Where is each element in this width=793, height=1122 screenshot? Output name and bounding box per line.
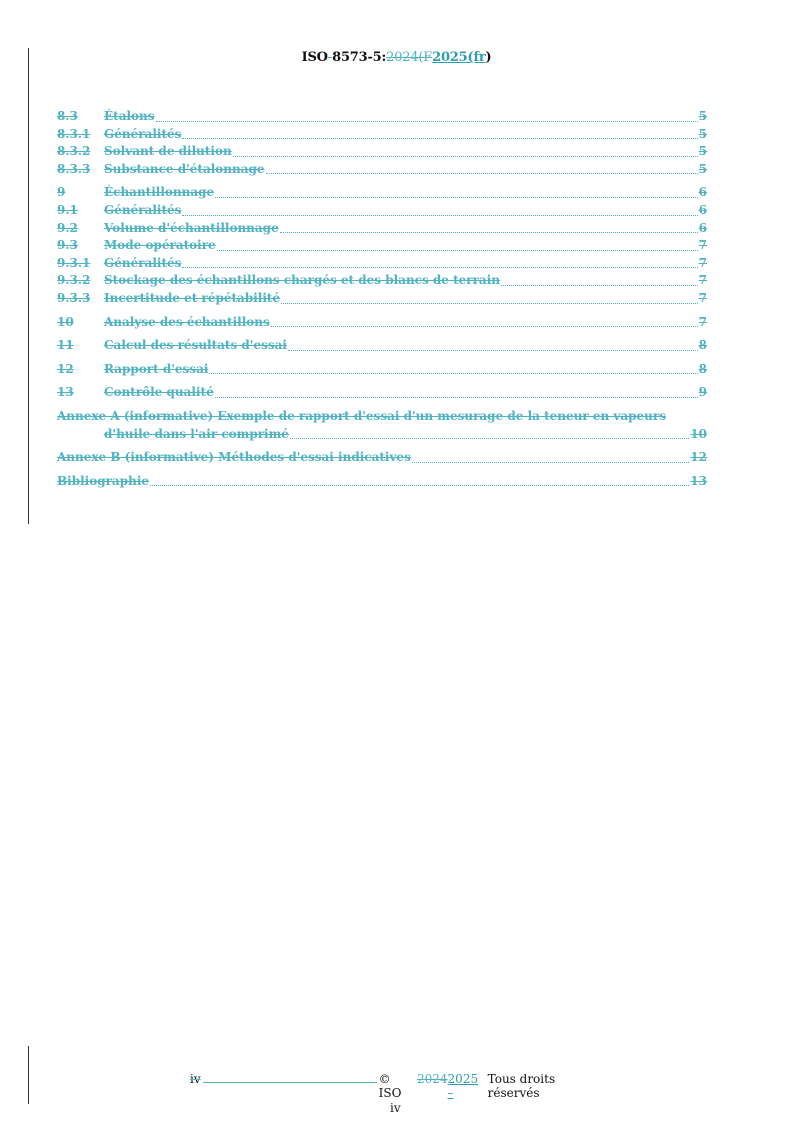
toc-page: 5	[698, 144, 707, 159]
toc-number: 9.3.3	[57, 290, 91, 305]
toc-page: 6	[698, 220, 707, 235]
header-standard-number: 8573-5:	[332, 50, 387, 65]
toc-entry[interactable]	[57, 272, 707, 290]
toc-number: 8.3.2	[57, 144, 91, 159]
toc-title: Volume d'échantillonnage	[104, 220, 279, 235]
toc-leader	[266, 170, 698, 174]
toc-entry[interactable]	[57, 237, 707, 255]
toc-leader	[281, 300, 698, 304]
toc-title: Stockage des échantillons chargés et des blancs de terrain	[104, 273, 500, 288]
toc-leader	[233, 153, 698, 157]
change-bar-bottom	[28, 1046, 29, 1104]
footer-copyright-prefix: © ISO	[378, 1072, 402, 1100]
toc-leader	[290, 435, 689, 439]
toc-number: 12	[57, 361, 74, 376]
toc-page: 10	[690, 426, 707, 441]
toc-number: 8.3.3	[57, 161, 91, 176]
footer-deleted-year: 2024	[417, 1072, 448, 1086]
toc-page: 8	[698, 361, 707, 376]
toc-page: 5	[698, 161, 707, 176]
toc-entry[interactable]	[57, 384, 707, 402]
toc-page: 7	[698, 255, 707, 270]
toc-leader	[215, 194, 697, 198]
toc-entry-annex-a[interactable]	[57, 408, 707, 443]
toc-entry[interactable]	[57, 143, 707, 161]
toc-page: 6	[698, 185, 707, 200]
toc-entry[interactable]	[57, 255, 707, 273]
toc-entry[interactable]	[57, 184, 707, 202]
toc-leader	[150, 482, 689, 486]
toc-number: 8.3	[57, 109, 78, 123]
toc-entry[interactable]	[57, 290, 707, 308]
toc-title: Généralités	[104, 202, 182, 217]
toc-entry-bibliography[interactable]	[57, 473, 707, 491]
annex-a-title-line2-row	[57, 426, 707, 444]
annex-a-title-line2: d'huile dans l'air comprimé	[104, 426, 289, 441]
toc-number: 9.3	[57, 238, 78, 253]
toc-number: 9.2	[57, 220, 78, 235]
bibliography-title: Bibliographie	[57, 473, 150, 488]
toc-leader	[412, 459, 689, 463]
toc-title: Substance d'étalonnage	[104, 161, 265, 176]
toc-number: 8.3.1	[57, 126, 91, 141]
toc-entry[interactable]	[57, 126, 707, 144]
toc-title: Analyse des échantillons	[104, 314, 270, 329]
toc-page: 7	[698, 273, 707, 288]
header-close-paren: )	[485, 50, 492, 65]
toc-title: Généralités	[104, 255, 182, 270]
page-header	[0, 50, 793, 65]
toc-leader	[501, 282, 698, 286]
toc-title: Étalons	[104, 109, 155, 123]
toc-page: 7	[698, 290, 707, 305]
toc-page: 8	[698, 338, 707, 353]
toc-entry-annex-b[interactable]	[57, 449, 707, 467]
footer-inserted-year: 2025 –	[447, 1072, 479, 1100]
toc-leader	[215, 394, 698, 398]
toc-title: Mode opératoire	[104, 238, 216, 253]
toc-number: 13	[57, 385, 74, 400]
toc-leader	[182, 264, 697, 268]
toc-entry[interactable]	[57, 337, 707, 355]
toc-title: Rapport d'essai	[104, 361, 209, 376]
footer-copyright-line	[190, 1072, 610, 1100]
toc-leader	[271, 323, 698, 327]
header-iso: ISO	[301, 50, 328, 65]
toc-number: 10	[57, 314, 74, 329]
toc-leader	[280, 229, 698, 233]
toc-leader	[156, 118, 698, 122]
toc-leader	[288, 347, 698, 351]
header-deleted-year: 2024(F	[386, 50, 433, 65]
toc-entry[interactable]	[57, 108, 707, 126]
toc-title: Contrôle qualité	[104, 385, 214, 400]
toc-entry[interactable]	[57, 314, 707, 332]
toc-page: 5	[698, 126, 707, 141]
toc-number: 9.1	[57, 202, 78, 217]
header-inserted-year: 2025(fr	[432, 50, 486, 65]
toc-title: Échantillonnage	[104, 185, 215, 200]
toc-title: Calcul des résultats d'essai	[104, 338, 287, 353]
toc-page: 7	[698, 314, 707, 329]
annex-b-title: Annexe B (informative) Méthodes d'essai indicatives	[57, 450, 411, 465]
toc-number: 11	[57, 338, 74, 353]
footer-deleted-tab-rule	[203, 1082, 377, 1083]
toc-entry[interactable]	[57, 202, 707, 220]
toc-entry[interactable]	[57, 220, 707, 238]
page-footer	[190, 1072, 610, 1115]
toc-leader	[217, 247, 698, 251]
toc-number: 9.3.1	[57, 255, 91, 270]
toc-leader	[182, 135, 697, 139]
toc-page: 13	[690, 473, 707, 488]
footer-page-number: iv	[390, 1101, 401, 1115]
toc-page: 6	[698, 202, 707, 217]
toc-title: Généralités	[104, 126, 182, 141]
toc-entry[interactable]	[57, 361, 707, 379]
annex-a-title-line1: Annexe A (informative) Exemple de rapport d'essai d'un mesurage de la teneur en vapeurs	[57, 408, 666, 423]
toc-page: 9	[698, 385, 707, 400]
toc-title: Incertitude et répétabilité	[104, 290, 281, 305]
toc-page: 12	[690, 450, 707, 465]
table-of-contents	[57, 108, 707, 490]
toc-page: 5	[698, 109, 707, 123]
toc-leader	[182, 212, 697, 216]
footer-rights: Tous droits réservés	[487, 1072, 556, 1100]
footer-deleted-page-number: iv	[190, 1072, 201, 1086]
toc-entry[interactable]	[57, 161, 707, 179]
toc-number: 9.3.2	[57, 273, 91, 288]
toc-title: Solvant de dilution	[104, 144, 232, 159]
change-bar-top	[28, 48, 29, 524]
toc-page: 7	[698, 238, 707, 253]
toc-leader	[209, 370, 697, 374]
toc-number: 9	[57, 185, 66, 200]
